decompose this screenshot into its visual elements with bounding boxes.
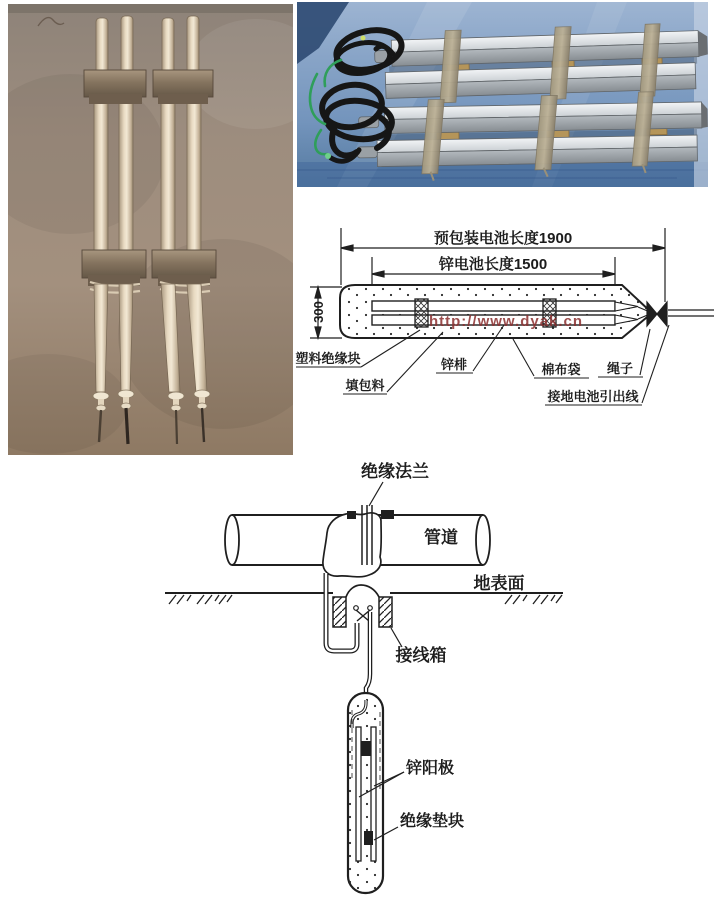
label-pipeline: 管道: [424, 528, 458, 547]
photo-packaged-anodes: [297, 2, 708, 187]
dim-zinc-label: 锌电池长度1500: [438, 256, 548, 273]
zinc-bar-upper: [372, 301, 615, 311]
label-lead-wire: 接地电池引出线: [547, 389, 639, 404]
dim-total-label: 预包装电池长度1900: [433, 230, 573, 247]
zinc-anode-rod: [356, 727, 361, 861]
insulating-spacer-block: [364, 831, 373, 845]
installation-drawing: [160, 450, 580, 900]
anode-cable: [366, 612, 370, 700]
wire-end: [361, 36, 366, 41]
label-rope: 绳子: [606, 361, 634, 376]
terminal: [368, 606, 373, 611]
label-zinc-anode: 锌阳极: [405, 760, 455, 777]
label-zinc-bar: 锌棑: [440, 357, 468, 372]
watermark-url: http://www.dyak.cn: [428, 313, 584, 330]
terminal: [354, 606, 359, 611]
prepackaged-anode-drawing: [295, 195, 715, 430]
label-backfill: 填包料: [345, 378, 385, 393]
photo-packaged-anodes-art: [297, 2, 708, 187]
junction-box: [333, 585, 392, 627]
label-insulating-spacer: 绝缘垫块: [399, 813, 465, 830]
rope-tie: [647, 302, 657, 326]
dim-height-label: 300: [311, 301, 326, 323]
label-ground-surface: 地表面: [473, 574, 525, 593]
label-cotton-bag: 棉布袋: [541, 362, 581, 377]
label-plastic-insulation-block: 塑料绝缘块: [295, 351, 361, 366]
insulation-block: [415, 299, 428, 327]
label-insulating-flange: 绝缘法兰: [361, 462, 429, 481]
wire-end: [325, 153, 331, 159]
diagram-anode-installation: [160, 450, 580, 900]
photo-zinc-anode-rods: [8, 4, 293, 455]
diagram-prepackaged-anode: [295, 195, 715, 430]
cable-connection-block: [361, 741, 371, 756]
clamp-bracket: [84, 70, 146, 97]
label-junction-box: 接线箱: [395, 646, 447, 665]
clamp-bracket: [153, 70, 213, 97]
photo-zinc-anode-rods-art: [8, 4, 293, 455]
clamp-bracket: [82, 250, 146, 278]
clamp-bracket: [152, 250, 216, 278]
